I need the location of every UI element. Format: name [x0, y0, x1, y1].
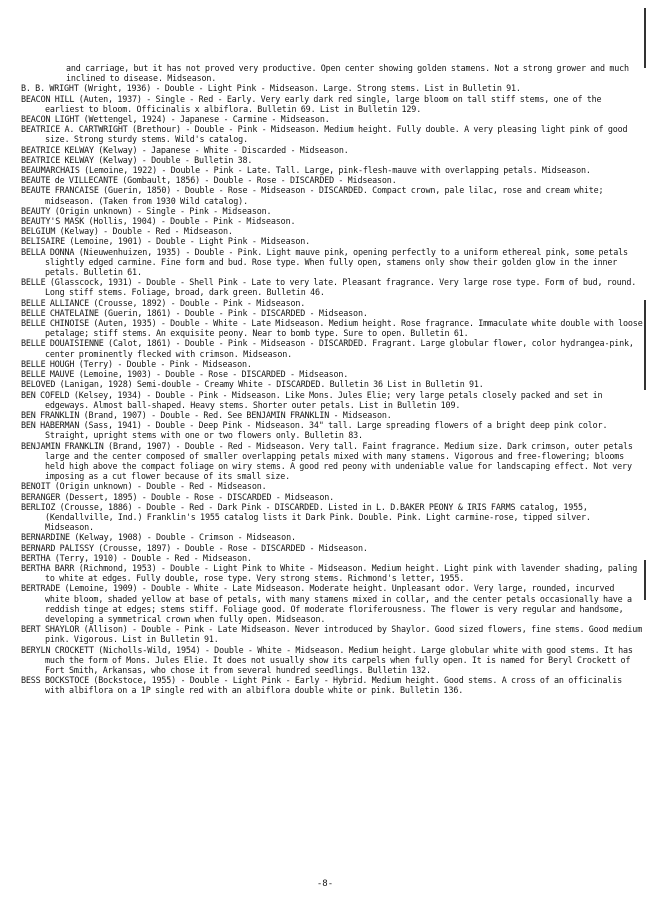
page-number: -8- — [316, 879, 334, 889]
cultivar-entry: BERTHA BARR (Richmond, 1953) - Double - Light Pink to White - Midseason. Medium height. Light pink with lavender shading, paling to white at edges. Fully double, rose type. Very strong stems. Richmond's letter, 1955. — [21, 562, 638, 584]
binding-edge-mark — [644, 8, 646, 68]
cultivar-entry: BESS BOCKSTOCE (Bockstoce, 1955) - Double - Light Pink - Early - Hybrid. Medium height. Good stems. A cross of an officinalis with albiflora on a 1P single red with an albiflora double white or pink. Bulletin 136. — [21, 675, 623, 696]
cultivar-entry: BERT SHAYLOR (Allison) - Double - Pink - Late Midseason. Never introduced by Shaylor. Good sized flowers, fine stems. Good medium pink. Vigorous. List in Bulletin 91. — [21, 624, 643, 645]
entry-list — [21, 63, 643, 696]
cultivar-entry: BELGIUM (Kelway) - Double - Red - Midseason. — [21, 226, 233, 237]
cultivar-entry: BELISAIRE (Lemoine, 1901) - Double - Light Pink - Midseason. — [21, 236, 311, 247]
cultivar-entry: BERYLN CROCKETT (Nicholls-Wild, 1954) - Double - White - Midseason. Medium height. Large globular white with good stems. It has much the form of Mons. Jules Elie. It does not usually show its carpels when fully open. It is named for Beryl Crockett of Fort Smith, Arkansas, who chose it from several hundred seedlings. Bulletin 132. — [21, 644, 633, 675]
cultivar-entry: BEN HABERMAN (Sass, 1941) - Double - Deep Pink - Midseason. 34" tall. Large spreading flowers of a bright deep pink color. Straight, upright stems with one or two flowers only. Bulletin 83. — [21, 420, 608, 441]
cultivar-entry: BELLE DOUAISIENNE (Calot, 1861) - Double - Pink - Midseason - DISCARDED. Fragrant. Large globular flower, color hydrangea-pink, center prominently flecked with crimson. Midseason. — [21, 338, 634, 359]
cultivar-entry: BELLE (Glasscock, 1931) - Double - Shell Pink - Late to very late. Pleasant fragrance. Very large rose type. Form of bud, round. Long stiff stems. Foliage, broad, dark green. Bulletin 46. — [21, 277, 637, 298]
cultivar-entry: BEACON HILL (Auten, 1937) - Single - Red - Early. Very early dark red single, large bloom on tall stiff stems, one of the earliest to bloom. Officinalis x albiflora. Bulletin 69. List in Bulletin 129. — [21, 93, 602, 114]
cultivar-entry: BELLE CHATELAINE (Guerin, 1861) - Double - Pink - DISCARDED - Midseason. — [21, 307, 368, 318]
cultivar-entry: BEN FRANKLIN (Brand, 1907) - Double - Red. See BENJAMIN FRANKLIN - Midseason. — [21, 409, 392, 420]
binding-edge-mark — [644, 560, 646, 600]
cultivar-entry: BERNARDINE (Kelway, 1908) - Double - Crimson - Midseason. — [21, 532, 296, 543]
cultivar-entry: BEN COFELD (Kelsey, 1934) - Double - Pink - Midseason. Like Mons. Jules Elie; very large petals closely packed and set in edgeways. Almost ball-shaped. Heavy stems. Shorter outer petals. List in Bulletin 109. — [21, 389, 603, 410]
cultivar-entry: BELLE MAUVE (Lemoine, 1903) - Double - Rose - DISCARDED - Midseason. — [21, 369, 349, 380]
cultivar-entry: BERANGER (Dessert, 1895) - Double - Rose - DISCARDED - Midseason. — [21, 491, 334, 502]
cultivar-entry: BEACON LIGHT (Wettengel, 1924) - Japanese - Carmine - Midseason. — [21, 114, 330, 125]
cultivar-entry: BEAUMARCHAIS (Lemoine, 1922) - Double - Pink - Late. Tall. Large, pink-flesh-mauve with overlapping petals. Midseason. — [21, 165, 591, 176]
cultivar-entry: B. B. WRIGHT (Wright, 1936) - Double - Light Pink - Midseason. Large. Strong stems. List in Bulletin 91. — [21, 83, 521, 94]
cultivar-entry: BELOVED (Lanigan, 1928) Semi-double - Creamy White - DISCARDED. Bulletin 36 List in Bulletin 91. — [21, 379, 484, 390]
cultivar-entry: BEAUTY (Origin unknown) - Single - Pink - Midseason. — [21, 205, 272, 216]
binding-edge-mark — [644, 300, 646, 390]
cultivar-entry: BELLE HOUGH (Terry) - Double - Pink - Midseason. — [21, 358, 252, 369]
cultivar-entry: BELLE ALLIANCE (Crousse, 1892) - Double - Pink - Midseason. — [21, 297, 306, 308]
cultivar-entry: BEATRICE KELWAY (Kelway) - Double - Bulletin 38. — [21, 154, 253, 165]
cultivar-entry: BEAUTY'S MASK (Hollis, 1904) - Double - Pink - Midseason. — [21, 216, 296, 227]
cultivar-entry: BEAUTE de VILLECANTE (Gombault, 1856) - Double - Rose - DISCARDED - Midseason. — [21, 175, 397, 186]
cultivar-entry: BEATRICE KELWAY (Kelway) - Japanese - White - Discarded - Midseason. — [21, 144, 349, 155]
cultivar-entry: BELLA DONNA (Nieuwenhuizen, 1935) - Double - Pink. Light mauve pink, opening perfectly to a uniform ethereal pink, some petals slightly edged carmine. Fine form and bud. Rose type. When fully open, stamens only show their golden glow in the inner petals. Bulletin 61. — [21, 246, 628, 278]
cultivar-entry: BEATRICE A. CARTWRIGHT (Brethour) - Double - Pink - Midseason. Medium height. Fully double. A very pleasing light pink of good size. Strong sturdy stems. Wild's catalog. — [21, 124, 628, 145]
cultivar-entry: BERLIOZ (Crousse, 1886) - Double - Red - Dark Pink - DISCARDED. Listed in L. D.BAKER PEONY & IRIS FARMS catalog, 1955, (Kendallville, Ind.) Franklin's 1955 catalog lists it Dark Pink. Double. Pink. Light carmine-rose, tipped silver. Midseason. — [21, 501, 591, 533]
cultivar-entry: and carriage, but it has not proved very productive. Open center showing golden stamens. Not a strong grower and much inclined to disease. Midseason. — [66, 63, 629, 84]
cultivar-entry: BERNARD PALISSY (Crousse, 1897) - Double - Rose - DISCARDED - Midseason. — [21, 542, 368, 553]
cultivar-entry: BELLE CHINOISE (Auten, 1935) - Double - White - Late Midseason. Medium height. Rose fragrance. Immaculate white double with loose petalage; stiff stems. An exquisite peony. Near to bomb type. Sure to open. Bulletin 61. — [21, 318, 643, 339]
cultivar-entry: BERTHA (Terry, 1910) - Double - Red - Midseason. — [21, 552, 252, 563]
cultivar-entry: BEAUTE FRANCAISE (Guerin, 1850) - Double - Rose - Midseason - DISCARDED. Compact crown, pale lilac, rose and cream white; midseason. (Taken from 1930 Wild catalog). — [21, 185, 604, 206]
cultivar-entry: BENJAMIN FRANKLIN (Brand, 1907) - Double - Red - Midseason. Very tall. Faint fragrance. Medium size. Dark crimson, outer petals large and the center composed of smaller overlapping petals mixed with many stamens. Vigorous and free-flowering; blooms held high above the compact foliage on wiry stems. A good red peony with undeniable value for landscaping effect. Not very imposing as a cut flower because of its small size. — [21, 440, 633, 482]
cultivar-entry: BENOIT (Origin unknown) - Double - Red - Midseason. — [21, 481, 267, 492]
cultivar-entry: BERTRADE (Lemoine, 1909) - Double - White - Late Midseason. Moderate height. Unpleasant odor. Very large, rounded, incurved white bloom, shaded yellow at base of petals, with many stamens mixed in collar, and the center petals occasionally have a reddish tinge at edges; stems stiff. Foliage good. Of moderate floriferousness. The flower is very regular and handsome, developing a symmetrical crown when fully open. Midseason. — [21, 583, 632, 624]
